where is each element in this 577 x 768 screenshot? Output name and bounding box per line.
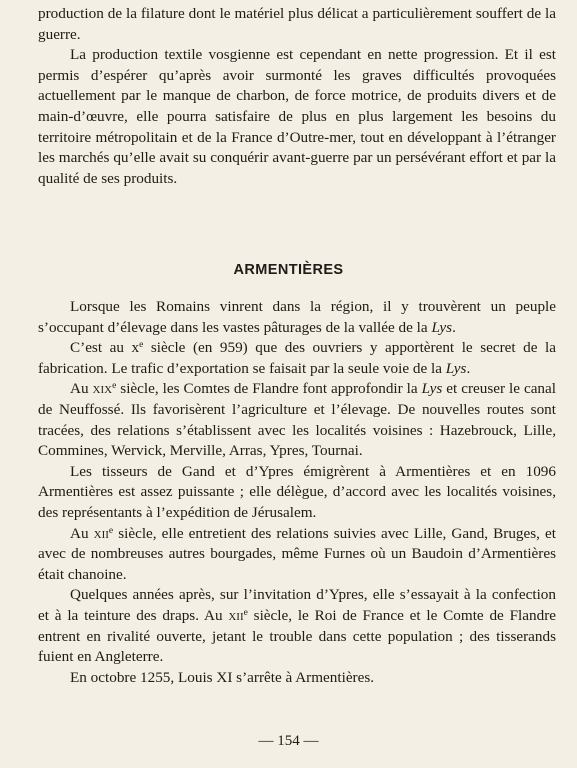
lys-italic: Lys: [445, 359, 467, 377]
top-text-block: [38, 4, 556, 189]
paragraph-vosges-production: La production textile vosgienne est cependant en nette progression. Et il est permis d’espérer qu’après avoir surmonté les graves difficultés provoquées actuellement par le manque de charbon, de force motrice, de produits divers et de main-d’œuvre, elle pourra satisfaire de plus en plus largement les besoins du territoire métropolitain et de la France d’Outre-mer, tout en développant à l’étranger les marchés qu’elle avait su conquérir avant-guerre par un persévérant effort et par la qualité de ses produits.: [38, 46, 556, 187]
armentieres-text-block: [38, 297, 556, 688]
paragraph-xii-siecle: Au xii$^e$ siècle, elle entretient des relations suivies avec Lille, Gand, Bruges, et avec de nombreuses autres bourgades, même Furnes où un Baudoin d’Armentières était chanoine.: [38, 524, 557, 583]
paragraph-quelques-annees: Quelques années après, sur l’invitation d’Ypres, elle s’essayait à la confection et à la teinture des draps. Au xii$^e$ siècle, le Roi de France et le Comte de Flandre entrent en rivalité ouverte, jetant le trouble dans cette population ; des tisserands fuient en Angleterre.: [38, 586, 556, 666]
page-number: — 154 —: [258, 733, 319, 749]
paragraph-xix-siecle: Au xix$^e$ siècle, les Comtes de Flandre font approfondir la Lys et creuser le canal de Neuffossé. Ils favorisèrent l’agriculture et l’élevage. De nouvelles routes sont tracées, des relations s’établissent avec les localités voisines : Hazebrouck, Lille, Commines, Wervick, Merville, Arras, Ypres, Tournai.: [38, 380, 556, 460]
paragraph-tisseurs: Les tisseurs de Gand et d’Ypres émigrèrent à Armentières et en 1096 Armentières est assez puissante ; elle délègue, d’accord avec les localités voisines, des représentants à l’expédition de Jérusalem.: [38, 462, 556, 521]
lys-italic: Lys: [431, 318, 453, 336]
section-heading-armentieres: ARMENTIÈRES: [233, 262, 344, 278]
paragraph-xe-siecle: C’est au $x^e$ siècle (en 959) que des ouvriers y apportèrent le secret de la fabrication. Le trafic d’exportation se faisait par la seule voie de la Lys.: [38, 339, 556, 377]
paragraph-romains: Lorsque les Romains vinrent dans la région, il y trouvèrent un peuple s’occupant d’élevage dans les vastes pâturages de la vallée de la Lys.: [38, 298, 556, 336]
paragraph-octobre-1255: En octobre 1255, Louis XI s’arrête à Armentières.: [70, 668, 375, 686]
paragraph-continuation: production de la filature dont le matériel plus délicat a particulièrement souffert de la guerre.: [38, 5, 556, 43]
lys-italic: Lys: [421, 380, 443, 398]
